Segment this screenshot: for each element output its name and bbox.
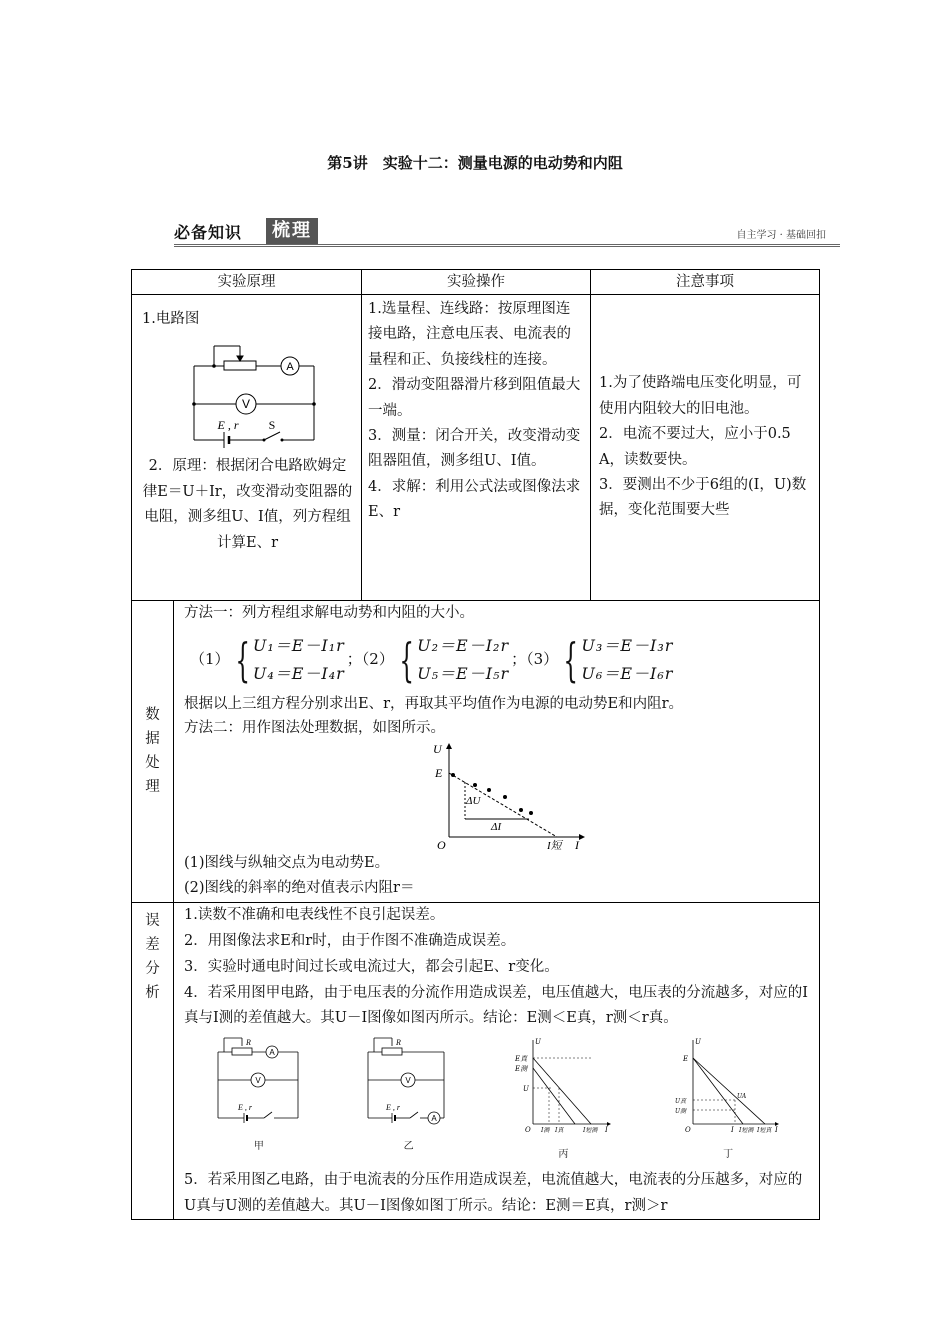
fig-ding-e: E — [683, 1055, 689, 1064]
fig-bing-i-meas: I测 — [541, 1127, 550, 1135]
principle-p2: 2．原理：根据闭合电路欧姆定律E＝U＋Ir，改变滑动变阻器的电阻，测多组U、I值，列方程组计算E、r — [142, 458, 353, 551]
circuit-voltmeter-label: V — [241, 397, 251, 412]
error-item-2: 2．用图像法求E和r时，由于作图不准确造成误差。 — [184, 933, 516, 949]
fig-ding-ua: UA — [737, 1093, 747, 1101]
eq-1b: U₄＝E－I₄r — [252, 663, 345, 683]
data-section-label: 数据处理 — [145, 706, 160, 795]
note-2: 2．电流不要过大，应小于0.5 A，读数要快。 — [599, 426, 791, 468]
operation-step-3: 3．测量：闭合开关，改变滑动变阻器阻值，测多组U、I值。 — [368, 427, 581, 470]
error-item-1: 1.读数不准确和电表线性不良引起误差。 — [184, 907, 445, 924]
fig-yi-voltmeter: V — [404, 1076, 411, 1086]
ui-graph — [429, 741, 589, 851]
fig-bing-i: I — [605, 1126, 609, 1135]
error-item-5: 5．若采用图乙电路，由于电流表的分压作用造成误差，电流值越大，电流表的分压越多，对应的U真与U测的差值越大。其U－I图像如图丁所示。结论：E测＝E真，r测＞r — [184, 1171, 803, 1214]
fig-ding-i: I — [775, 1126, 778, 1135]
fig-yi-ammeter: A — [430, 1114, 437, 1124]
page-title: 第5讲 实验十二：测量电源的电动势和内阻 — [327, 154, 623, 172]
circuit-source-label: E , r — [217, 418, 239, 433]
fig-ding-u-true: U真 — [675, 1098, 687, 1106]
error-section-label-cell — [132, 903, 174, 1220]
error-item-4: 4．若采用图甲电路，由于电压表的分流作用造成误差，电压值越大，电压表的分流越多，对应的I真与I测的差值越大。其U－I图像如图丙所示。结论：E测＜E真，r测＜r真。 — [184, 984, 808, 1027]
figure-jia — [214, 1036, 304, 1156]
banner-main: 必备知识 — [174, 223, 243, 242]
operation-step-2: 2．滑动变阻器滑片移到阻值最大一端。 — [368, 377, 581, 419]
note-3: 3．要测出不少于6组的(I，U)数据，变化范围要大些 — [599, 476, 807, 519]
graph-origin-label: O — [437, 837, 446, 851]
banner-subtitle: 自主学习 · 基础回扣 — [736, 230, 826, 241]
fig-yi-r: R — [395, 1038, 401, 1048]
graph-e-label: E — [435, 765, 443, 780]
graph-delta-u-label: ΔU — [466, 794, 481, 807]
fig-bing-e-meas: E测 — [515, 1065, 528, 1074]
fig-ding-o: O — [685, 1126, 691, 1135]
graph-i-axis-label: I — [575, 837, 579, 851]
fig-bing-o: O — [525, 1126, 532, 1135]
eq-2a: U₂＝E－I₂r — [417, 635, 510, 655]
fig-ding-isc-true: I短真 — [757, 1127, 772, 1135]
circuit-switch-label: S — [268, 418, 276, 433]
fig-ding-u-meas: U测 — [675, 1108, 687, 1116]
fig-bing-caption: 丙 — [558, 1148, 569, 1160]
fig-bing-i-true: I真 — [555, 1127, 564, 1135]
section-banner — [174, 216, 840, 248]
fig-bing-u-label: U — [523, 1085, 530, 1094]
graph-u-axis-label: U — [433, 741, 442, 756]
content-table — [131, 269, 820, 1220]
figure-bing — [513, 1036, 613, 1164]
fig-ding-i-small: I — [731, 1126, 734, 1135]
graph-conclusion-1: (1)图线与纵轴交点为电动势E。 — [184, 854, 390, 871]
method-2-text: 方法二：用作图法处理数据，如图所示。 — [184, 720, 445, 737]
principle-p1: 1.电路图 — [142, 311, 200, 327]
note-1: 1.为了使路端电压变化明显，可使用内阻较大的旧电池。 — [599, 375, 802, 417]
fig-yi-source: E , r — [385, 1103, 400, 1113]
fig-jia-source: E , r — [237, 1103, 252, 1113]
fig-ding-u: U — [695, 1038, 702, 1047]
operation-cell — [362, 295, 591, 601]
header-notes: 注意事项 — [591, 270, 820, 295]
fig-bing-u: U — [535, 1038, 542, 1047]
data-section-label-cell — [132, 601, 174, 903]
method-1-conclusion: 根据以上三组方程分别求出E、r，再取其平均值作为电源的电动势E和内阻r。 — [184, 695, 684, 712]
fig-jia-ammeter: A — [269, 1048, 275, 1058]
fig-jia-caption: 甲 — [253, 1140, 264, 1152]
header-operation: 实验操作 — [362, 270, 591, 295]
eq-1a: U₁＝E－I₁r — [252, 635, 345, 655]
graph-delta-i-label: ΔI — [491, 820, 502, 833]
figure-ding — [673, 1036, 783, 1164]
error-section-label: 误差分析 — [145, 913, 160, 1002]
data-section-cell — [174, 601, 820, 903]
error-item-3: 3．实验时通电时间过长或电流过大，都会引起E、r变化。 — [184, 958, 559, 975]
eq-3b: U₆＝E－I₆r — [581, 663, 674, 683]
fig-jia-voltmeter: V — [255, 1076, 261, 1086]
banner-highlight: 梳理 — [266, 218, 318, 244]
circuit-ammeter-label: A — [286, 361, 294, 374]
equation-groups: （1） { U₁＝E－I₁r U₄＝E－I₄r ；（2） { U₂＝E－I₂r U₅＝E－I₅r ；（3） { U₃＝E－I₃r U₆＝E－I₆r — [190, 632, 674, 687]
operation-step-1: 1.选量程、连线路：按原理图连接电路，注意电压表、电流表的量程和正、负接线柱的连接。 — [368, 301, 571, 368]
circuit-diagram — [152, 334, 342, 452]
eq-3a: U₃＝E－I₃r — [581, 635, 674, 655]
eq-group-1-number: （1） — [190, 649, 230, 668]
graph-conclusion-2: (2)图线的斜率的绝对值表示内阻r＝ — [184, 879, 415, 896]
header-principle: 实验原理 — [132, 270, 362, 295]
operation-step-4: 4．求解：利用公式法或图像法求E、r — [368, 478, 581, 520]
method-1-text: 方法一：列方程组求解电动势和内阻的大小。 — [184, 605, 474, 621]
eq-group-2-number: ；（2） — [346, 649, 394, 668]
principle-cell — [132, 295, 362, 601]
fig-jia-r: R — [245, 1038, 251, 1048]
figure-yi — [364, 1036, 454, 1156]
notes-cell — [591, 295, 820, 601]
eq-group-3-number: ；（3） — [511, 649, 559, 668]
fig-ding-isc-meas: I短测 — [739, 1127, 754, 1135]
graph-isc-label: I短 — [547, 839, 562, 851]
eq-2b: U₅＝E－I₅r — [417, 663, 510, 683]
banner-rule — [174, 244, 840, 247]
error-section-cell — [174, 903, 820, 1220]
fig-ding-caption: 丁 — [723, 1148, 734, 1160]
fig-bing-e-true: E真 — [515, 1055, 528, 1064]
fig-yi-caption: 乙 — [403, 1140, 414, 1152]
fig-bing-isc: I短测 — [583, 1127, 598, 1135]
error-figures — [184, 1036, 813, 1164]
